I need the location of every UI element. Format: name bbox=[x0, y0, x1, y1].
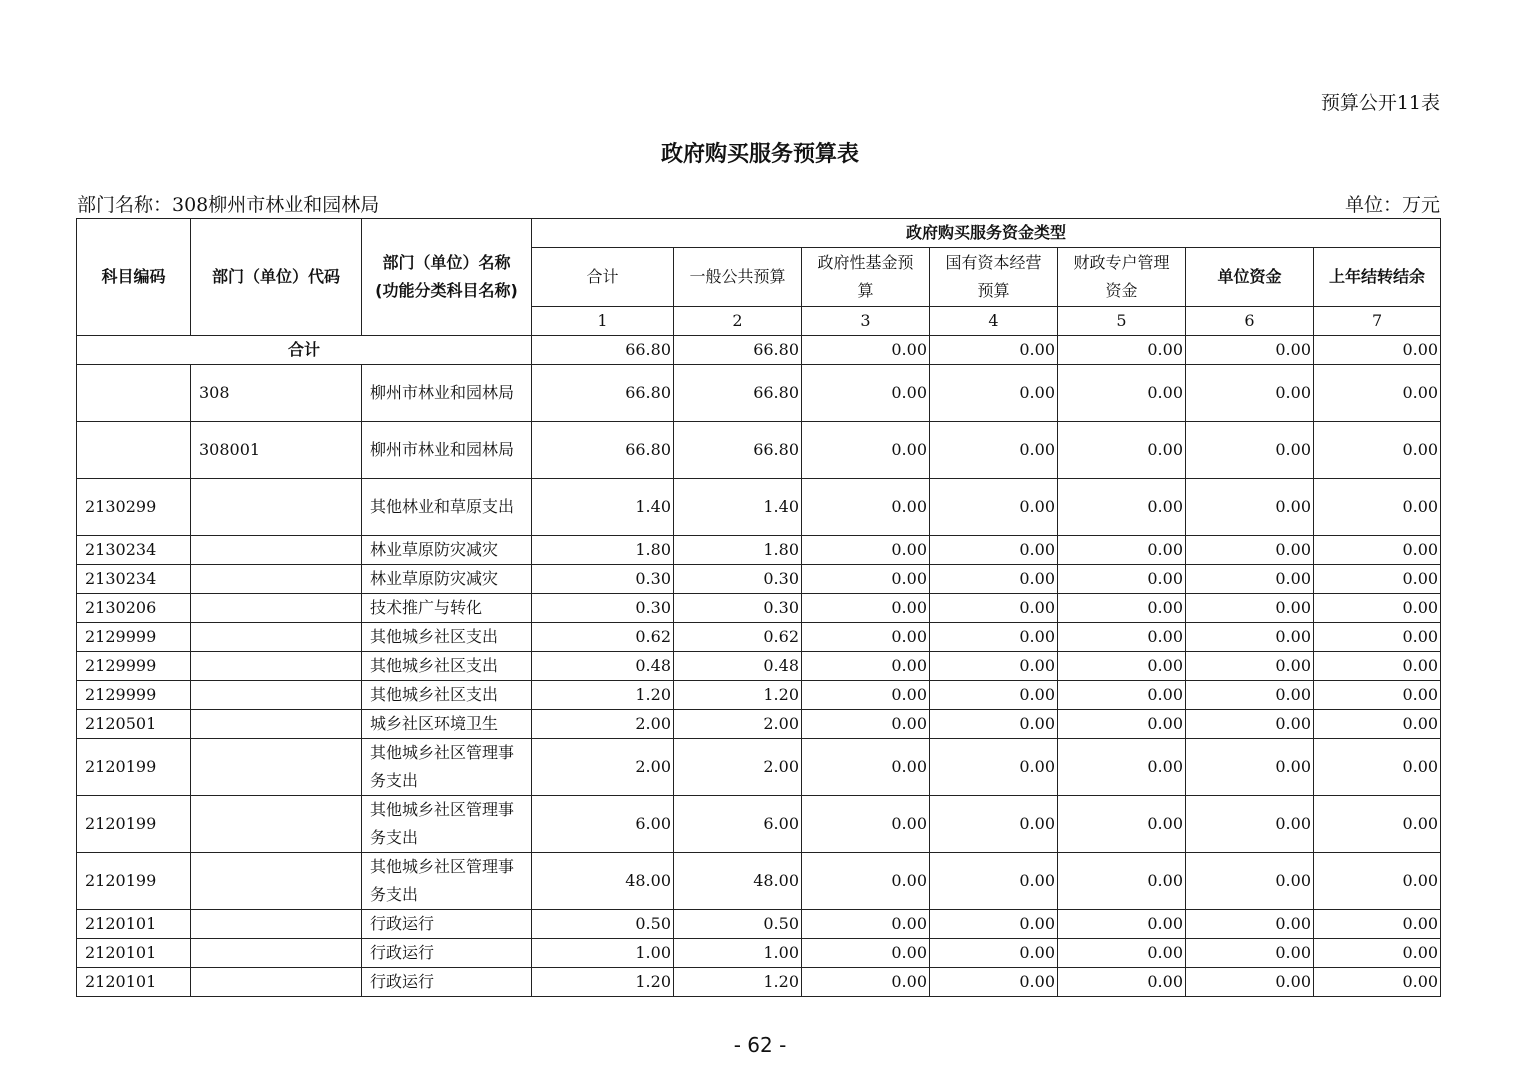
total-cell: 0.00 bbox=[1186, 336, 1314, 365]
subject-code-cell bbox=[77, 422, 191, 479]
amount-cell: 1.20 bbox=[674, 681, 802, 710]
header-gov-fund-line1: 政府性基金预 bbox=[817, 253, 914, 272]
dept-code-cell bbox=[191, 939, 362, 968]
amount-cell: 0.00 bbox=[930, 910, 1058, 939]
amount-cell: 0.30 bbox=[532, 594, 674, 623]
dept-name-cell: 其他城乡社区管理事务支出 bbox=[362, 796, 532, 853]
amount-cell: 0.00 bbox=[1186, 910, 1314, 939]
amount-cell: 0.00 bbox=[930, 710, 1058, 739]
amount-cell: 0.00 bbox=[802, 594, 930, 623]
amount-cell: 1.00 bbox=[674, 939, 802, 968]
header-fiscal-special-line1: 财政专户管理 bbox=[1073, 253, 1170, 272]
amount-cell: 0.00 bbox=[802, 710, 930, 739]
table-row bbox=[77, 623, 1441, 652]
amount-cell: 0.00 bbox=[1058, 739, 1186, 796]
unit-label: 单位：万元 bbox=[1344, 194, 1440, 216]
amount-cell: 0.00 bbox=[1314, 536, 1441, 565]
header-dept-name bbox=[362, 219, 532, 336]
amount-cell: 0.00 bbox=[802, 422, 930, 479]
amount-cell: 0.00 bbox=[930, 422, 1058, 479]
amount-cell: 0.00 bbox=[802, 365, 930, 422]
amount-cell: 0.50 bbox=[674, 910, 802, 939]
budget-table bbox=[76, 218, 1441, 997]
amount-cell: 2.00 bbox=[674, 710, 802, 739]
total-cell: 0.00 bbox=[930, 336, 1058, 365]
amount-cell: 0.00 bbox=[1314, 681, 1441, 710]
column-index: 1 bbox=[532, 307, 674, 336]
table-row bbox=[77, 681, 1441, 710]
total-cell: 0.00 bbox=[1058, 336, 1186, 365]
amount-cell: 0.00 bbox=[1058, 594, 1186, 623]
department-label: 部门名称：308柳州市林业和园林局 bbox=[77, 194, 380, 216]
amount-cell: 0.00 bbox=[1058, 623, 1186, 652]
dept-name-cell: 柳州市林业和园林局 bbox=[362, 365, 532, 422]
amount-cell: 0.00 bbox=[1314, 739, 1441, 796]
subject-code-cell: 2120199 bbox=[77, 853, 191, 910]
amount-cell: 0.00 bbox=[802, 796, 930, 853]
dept-name-cell: 林业草原防灾减灾 bbox=[362, 565, 532, 594]
amount-cell: 0.00 bbox=[930, 853, 1058, 910]
table-row bbox=[77, 652, 1441, 681]
amount-cell: 0.00 bbox=[1314, 479, 1441, 536]
page-title: 政府购买服务预算表 bbox=[660, 142, 859, 167]
table-row bbox=[77, 536, 1441, 565]
dept-name-cell: 城乡社区环境卫生 bbox=[362, 710, 532, 739]
header-dept-name-line2: (功能分类科目名称) bbox=[375, 281, 518, 300]
total-cell: 66.80 bbox=[674, 336, 802, 365]
amount-cell: 0.00 bbox=[1314, 623, 1441, 652]
amount-cell: 0.48 bbox=[532, 652, 674, 681]
amount-cell: 0.00 bbox=[1314, 968, 1441, 997]
dept-name-cell: 行政运行 bbox=[362, 910, 532, 939]
header-state-capital bbox=[930, 248, 1058, 307]
amount-cell: 0.62 bbox=[532, 623, 674, 652]
amount-cell: 66.80 bbox=[674, 422, 802, 479]
amount-cell: 0.00 bbox=[1314, 365, 1441, 422]
header-fund-type-group: 政府购买服务资金类型 bbox=[532, 219, 1441, 248]
table-row bbox=[77, 968, 1441, 997]
amount-cell: 0.30 bbox=[674, 594, 802, 623]
table-row bbox=[77, 853, 1441, 910]
amount-cell: 0.00 bbox=[802, 968, 930, 997]
amount-cell: 0.00 bbox=[930, 681, 1058, 710]
dept-code-cell bbox=[191, 623, 362, 652]
header-state-capital-line2: 预算 bbox=[977, 281, 1010, 300]
header-fiscal-special-line2: 资金 bbox=[1105, 281, 1138, 300]
amount-cell: 6.00 bbox=[532, 796, 674, 853]
amount-cell: 48.00 bbox=[532, 853, 674, 910]
amount-cell: 0.00 bbox=[1314, 853, 1441, 910]
amount-cell: 0.00 bbox=[930, 565, 1058, 594]
amount-cell: 2.00 bbox=[674, 739, 802, 796]
subject-code-cell: 2130206 bbox=[77, 594, 191, 623]
amount-cell: 0.00 bbox=[1186, 796, 1314, 853]
dept-code-cell: 308001 bbox=[191, 422, 362, 479]
table-number: 预算公开11表 bbox=[1320, 92, 1440, 114]
amount-cell: 0.00 bbox=[1058, 710, 1186, 739]
dept-name-cell: 技术推广与转化 bbox=[362, 594, 532, 623]
amount-cell: 1.40 bbox=[674, 479, 802, 536]
amount-cell: 0.00 bbox=[1314, 910, 1441, 939]
column-index: 2 bbox=[674, 307, 802, 336]
table-row bbox=[77, 422, 1441, 479]
total-cell: 0.00 bbox=[1314, 336, 1441, 365]
amount-cell: 0.00 bbox=[930, 479, 1058, 536]
total-label: 合计 bbox=[77, 336, 532, 365]
amount-cell: 0.00 bbox=[802, 652, 930, 681]
amount-cell: 0.00 bbox=[1186, 853, 1314, 910]
amount-cell: 0.00 bbox=[1314, 652, 1441, 681]
amount-cell: 66.80 bbox=[532, 422, 674, 479]
subject-code-cell: 2130234 bbox=[77, 536, 191, 565]
column-index: 4 bbox=[930, 307, 1058, 336]
table-row bbox=[77, 739, 1441, 796]
dept-name-cell: 其他城乡社区管理事务支出 bbox=[362, 853, 532, 910]
table-row bbox=[77, 910, 1441, 939]
dept-code-cell bbox=[191, 565, 362, 594]
amount-cell: 0.00 bbox=[802, 739, 930, 796]
amount-cell: 0.00 bbox=[1314, 796, 1441, 853]
dept-name-cell: 林业草原防灾减灾 bbox=[362, 536, 532, 565]
table-row bbox=[77, 565, 1441, 594]
header-fiscal-special bbox=[1058, 248, 1186, 307]
amount-cell: 0.00 bbox=[1058, 365, 1186, 422]
subject-code-cell: 2130234 bbox=[77, 565, 191, 594]
subject-code-cell: 2130299 bbox=[77, 479, 191, 536]
header-total: 合计 bbox=[532, 248, 674, 307]
amount-cell: 0.00 bbox=[1186, 939, 1314, 968]
amount-cell: 0.00 bbox=[1314, 939, 1441, 968]
subject-code-cell bbox=[77, 365, 191, 422]
amount-cell: 0.00 bbox=[1058, 968, 1186, 997]
amount-cell: 0.00 bbox=[1186, 594, 1314, 623]
subject-code-cell: 2120101 bbox=[77, 968, 191, 997]
amount-cell: 0.00 bbox=[930, 365, 1058, 422]
dept-name-cell: 其他城乡社区支出 bbox=[362, 623, 532, 652]
subject-code-cell: 2120101 bbox=[77, 910, 191, 939]
amount-cell: 2.00 bbox=[532, 739, 674, 796]
total-row bbox=[77, 336, 1441, 365]
amount-cell: 0.00 bbox=[1058, 479, 1186, 536]
amount-cell: 66.80 bbox=[674, 365, 802, 422]
amount-cell: 0.00 bbox=[1058, 681, 1186, 710]
amount-cell: 0.00 bbox=[802, 623, 930, 652]
dept-code-cell bbox=[191, 853, 362, 910]
amount-cell: 1.40 bbox=[532, 479, 674, 536]
amount-cell: 0.00 bbox=[802, 910, 930, 939]
dept-code-cell: 308 bbox=[191, 365, 362, 422]
amount-cell: 0.00 bbox=[930, 939, 1058, 968]
amount-cell: 0.00 bbox=[930, 594, 1058, 623]
amount-cell: 0.00 bbox=[1314, 594, 1441, 623]
amount-cell: 0.00 bbox=[1186, 565, 1314, 594]
amount-cell: 0.00 bbox=[1186, 681, 1314, 710]
subject-code-cell: 2120101 bbox=[77, 939, 191, 968]
dept-code-cell bbox=[191, 594, 362, 623]
amount-cell: 0.00 bbox=[930, 796, 1058, 853]
header-general-budget: 一般公共预算 bbox=[674, 248, 802, 307]
dept-name-cell: 行政运行 bbox=[362, 968, 532, 997]
dept-code-cell bbox=[191, 652, 362, 681]
table-row bbox=[77, 365, 1441, 422]
amount-cell: 0.00 bbox=[1058, 536, 1186, 565]
amount-cell: 0.48 bbox=[674, 652, 802, 681]
amount-cell: 0.00 bbox=[930, 536, 1058, 565]
dept-code-cell bbox=[191, 479, 362, 536]
table-row bbox=[77, 594, 1441, 623]
amount-cell: 1.20 bbox=[532, 968, 674, 997]
amount-cell: 6.00 bbox=[674, 796, 802, 853]
subject-code-cell: 2129999 bbox=[77, 623, 191, 652]
amount-cell: 0.00 bbox=[1186, 365, 1314, 422]
amount-cell: 0.00 bbox=[1058, 565, 1186, 594]
amount-cell: 66.80 bbox=[532, 365, 674, 422]
amount-cell: 0.00 bbox=[1186, 623, 1314, 652]
amount-cell: 0.00 bbox=[1058, 652, 1186, 681]
amount-cell: 1.20 bbox=[532, 681, 674, 710]
header-gov-fund bbox=[802, 248, 930, 307]
dept-name-cell: 其他城乡社区支出 bbox=[362, 652, 532, 681]
subject-code-cell: 2120501 bbox=[77, 710, 191, 739]
amount-cell: 0.00 bbox=[1186, 968, 1314, 997]
header-gov-fund-line2: 算 bbox=[857, 281, 874, 300]
amount-cell: 0.00 bbox=[1058, 422, 1186, 479]
total-cell: 66.80 bbox=[532, 336, 674, 365]
subject-code-cell: 2129999 bbox=[77, 652, 191, 681]
column-index: 5 bbox=[1058, 307, 1186, 336]
amount-cell: 0.00 bbox=[802, 853, 930, 910]
amount-cell: 1.80 bbox=[674, 536, 802, 565]
amount-cell: 48.00 bbox=[674, 853, 802, 910]
amount-cell: 0.00 bbox=[1058, 853, 1186, 910]
dept-name-cell: 柳州市林业和园林局 bbox=[362, 422, 532, 479]
amount-cell: 0.30 bbox=[532, 565, 674, 594]
amount-cell: 0.62 bbox=[674, 623, 802, 652]
dept-code-cell bbox=[191, 536, 362, 565]
total-cell: 0.00 bbox=[802, 336, 930, 365]
amount-cell: 0.30 bbox=[674, 565, 802, 594]
amount-cell: 0.00 bbox=[1186, 422, 1314, 479]
amount-cell: 0.00 bbox=[802, 565, 930, 594]
header-state-capital-line1: 国有资本经营 bbox=[945, 253, 1042, 272]
amount-cell: 0.00 bbox=[802, 479, 930, 536]
amount-cell: 0.00 bbox=[1058, 939, 1186, 968]
amount-cell: 0.00 bbox=[1058, 796, 1186, 853]
subject-code-cell: 2120199 bbox=[77, 796, 191, 853]
dept-code-cell bbox=[191, 968, 362, 997]
amount-cell: 0.00 bbox=[802, 939, 930, 968]
header-dept-name-line1: 部门（单位）名称 bbox=[382, 253, 511, 272]
dept-code-cell bbox=[191, 710, 362, 739]
amount-cell: 0.00 bbox=[802, 536, 930, 565]
header-subject-code: 科目编码 bbox=[77, 219, 191, 336]
amount-cell: 1.20 bbox=[674, 968, 802, 997]
amount-cell: 0.00 bbox=[930, 968, 1058, 997]
subject-code-cell: 2120199 bbox=[77, 739, 191, 796]
dept-code-cell bbox=[191, 910, 362, 939]
dept-code-cell bbox=[191, 681, 362, 710]
column-index: 7 bbox=[1314, 307, 1441, 336]
amount-cell: 0.00 bbox=[1314, 422, 1441, 479]
amount-cell: 0.00 bbox=[930, 623, 1058, 652]
amount-cell: 2.00 bbox=[532, 710, 674, 739]
table-row bbox=[77, 479, 1441, 536]
dept-code-cell bbox=[191, 796, 362, 853]
table-row bbox=[77, 939, 1441, 968]
dept-name-cell: 行政运行 bbox=[362, 939, 532, 968]
table-row bbox=[77, 796, 1441, 853]
amount-cell: 0.00 bbox=[802, 681, 930, 710]
subject-code-cell: 2129999 bbox=[77, 681, 191, 710]
page-number: - 62 - bbox=[733, 1033, 787, 1057]
amount-cell: 1.80 bbox=[532, 536, 674, 565]
column-index: 6 bbox=[1186, 307, 1314, 336]
amount-cell: 0.00 bbox=[930, 652, 1058, 681]
amount-cell: 0.00 bbox=[1186, 710, 1314, 739]
amount-cell: 0.00 bbox=[1186, 479, 1314, 536]
dept-name-cell: 其他城乡社区支出 bbox=[362, 681, 532, 710]
amount-cell: 0.50 bbox=[532, 910, 674, 939]
amount-cell: 0.00 bbox=[1186, 536, 1314, 565]
dept-name-cell: 其他林业和草原支出 bbox=[362, 479, 532, 536]
amount-cell: 0.00 bbox=[1314, 565, 1441, 594]
header-unit-funds: 单位资金 bbox=[1186, 248, 1314, 307]
amount-cell: 0.00 bbox=[1314, 710, 1441, 739]
amount-cell: 0.00 bbox=[1058, 910, 1186, 939]
amount-cell: 0.00 bbox=[930, 739, 1058, 796]
header-dept-code: 部门（单位）代码 bbox=[191, 219, 362, 336]
table-row bbox=[77, 710, 1441, 739]
amount-cell: 1.00 bbox=[532, 939, 674, 968]
dept-code-cell bbox=[191, 739, 362, 796]
amount-cell: 0.00 bbox=[1186, 739, 1314, 796]
column-index: 3 bbox=[802, 307, 930, 336]
dept-name-cell: 其他城乡社区管理事务支出 bbox=[362, 739, 532, 796]
amount-cell: 0.00 bbox=[1186, 652, 1314, 681]
header-carryover: 上年结转结余 bbox=[1314, 248, 1441, 307]
